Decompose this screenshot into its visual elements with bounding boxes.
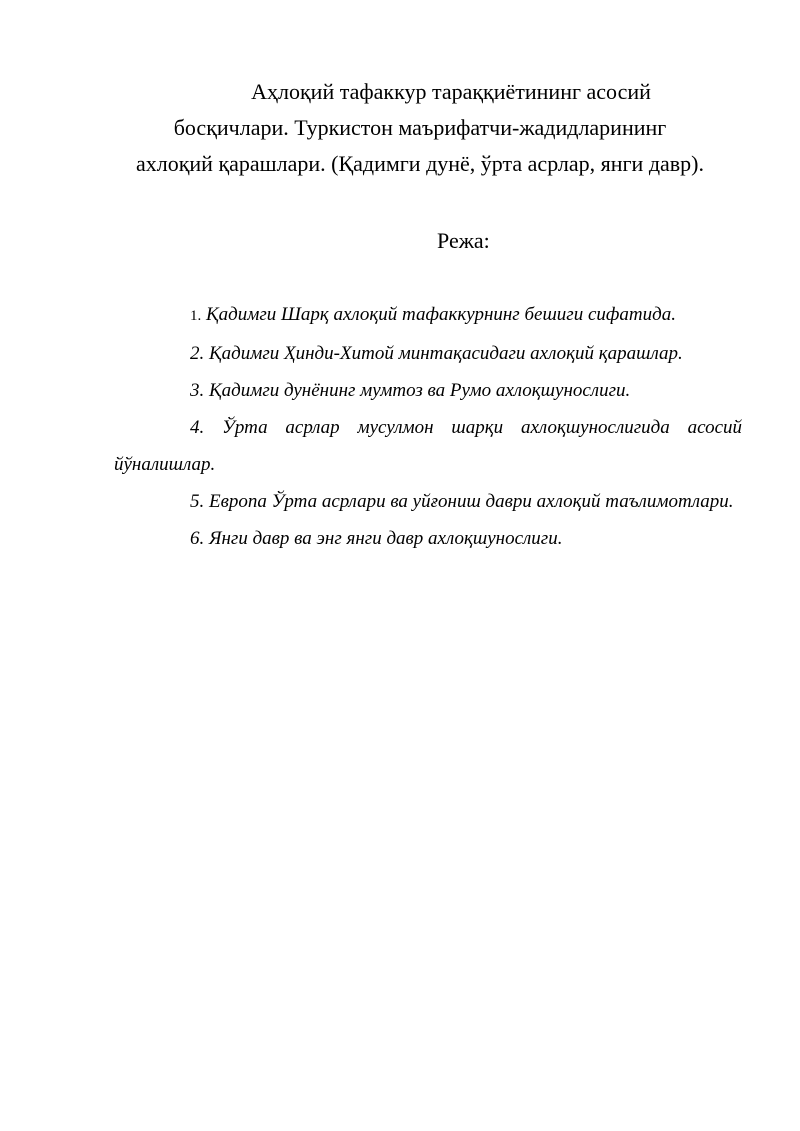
plan-item-number: 5. [190, 491, 205, 512]
title-line: босқичлари. Туркистон маърифатчи-жадидларининг [173, 115, 667, 140]
plan-item-number: 4. [190, 417, 205, 438]
plan-item-text: Ўрта асрлар мусулмон шарқи ахлоқшунослигида асосий йўналишлар. [114, 417, 742, 475]
plan-item-text: Қадимги Шарқ ахлоқий тафаккурнинг бешиги сифатида. [206, 304, 676, 325]
plan-item-number: 1. [190, 308, 202, 324]
plan-item-number: 6. [190, 528, 205, 549]
plan-item-text: Европа Ўрта асрлари ва уйғониш даври ахлоқий таълимотлари. [209, 491, 734, 512]
plan-item-text: Янги давр ва энг янги давр ахлоқшунослиги. [209, 528, 563, 549]
plan-item-text: Қадимги дунёнинг мумтоз ва Румо ахлоқшунослиги. [209, 380, 631, 401]
plan-list [114, 296, 742, 557]
plan-item [114, 372, 742, 409]
plan-item [114, 296, 742, 335]
plan-item [114, 335, 742, 372]
plan-item-text: Қадимги Ҳинди-Хитой минтақасидаги ахлоқий қарашлар. [209, 343, 683, 364]
plan-item [114, 409, 742, 483]
plan-item-number: 2. [190, 343, 205, 364]
plan-heading: Режа: [437, 228, 490, 253]
plan-item [114, 483, 742, 520]
title-line: ахлоқий қарашлари. (Қадимги дунё, ўрта асрлар, янги давр). [135, 151, 705, 176]
title-line: Аҳлоқий тафаккур тараққиётининг асосий [251, 79, 651, 104]
plan-item-number: 3. [190, 380, 205, 401]
plan-item [114, 520, 742, 557]
document-title [100, 74, 740, 182]
